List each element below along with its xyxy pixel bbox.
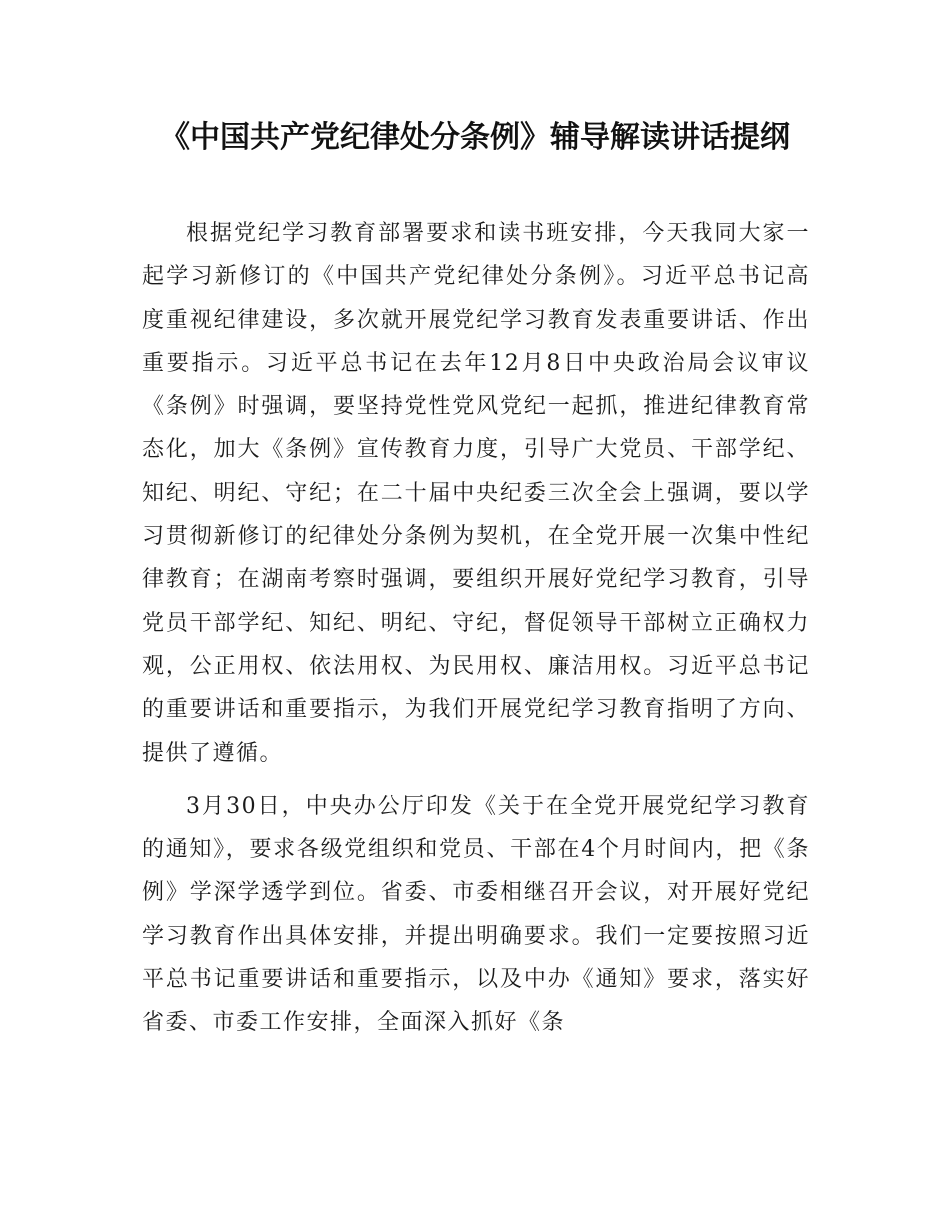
document-title: 《中国共产党纪律处分条例》辅导解读讲话提纲 bbox=[160, 120, 790, 155]
paragraph-1: 根据党纪学习教育部署要求和读书班安排，今天我同大家一起学习新修订的《中国共产党纪律处分条例》。习近平总书记高度重视纪律建设，多次就开展党纪学习教育发表重要讲话、作出重要指示。习近平总书记在去年12月8日中央政治局会议审议《条例》时强调，要坚持党性党风党纪一起抓，推进纪律教育常态化，加大《条例》宣传教育力度，引导广大党员、干部学纪、知纪、明纪、守纪；在二十届中央纪委三次全会上强调，要以学习贯彻新修订的纪律处分条例为契机，在全党开展一次集中性纪律教育；在湖南考察时强调，要组织开展好党纪学习教育，引导党员干部学纪、知纪、明纪、守纪，督促领导干部树立正确权力观，公正用权、依法用权、为民用权、廉洁用权。习近平总书记的重要讲话和重要指示，为我们开展党纪学习教育指明了方向、提供了遵循。 bbox=[142, 221, 810, 766]
paragraph-2: 3月30日，中央办公厅印发《关于在全党开展党纪学习教育的通知》，要求各级党组织和党员、干部在4个月时间内，把《条例》学深学透学到位。省委、市委相继召开会议，对开展好党纪学习教育作出具体安排，并提出明确要求。我们一定要按照习近平总书记重要讲话和重要指示，以及中办《通知》要求，落实好省委、市委工作安排，全面深入抓好《条 bbox=[142, 793, 810, 1036]
document-body bbox=[142, 212, 810, 1055]
